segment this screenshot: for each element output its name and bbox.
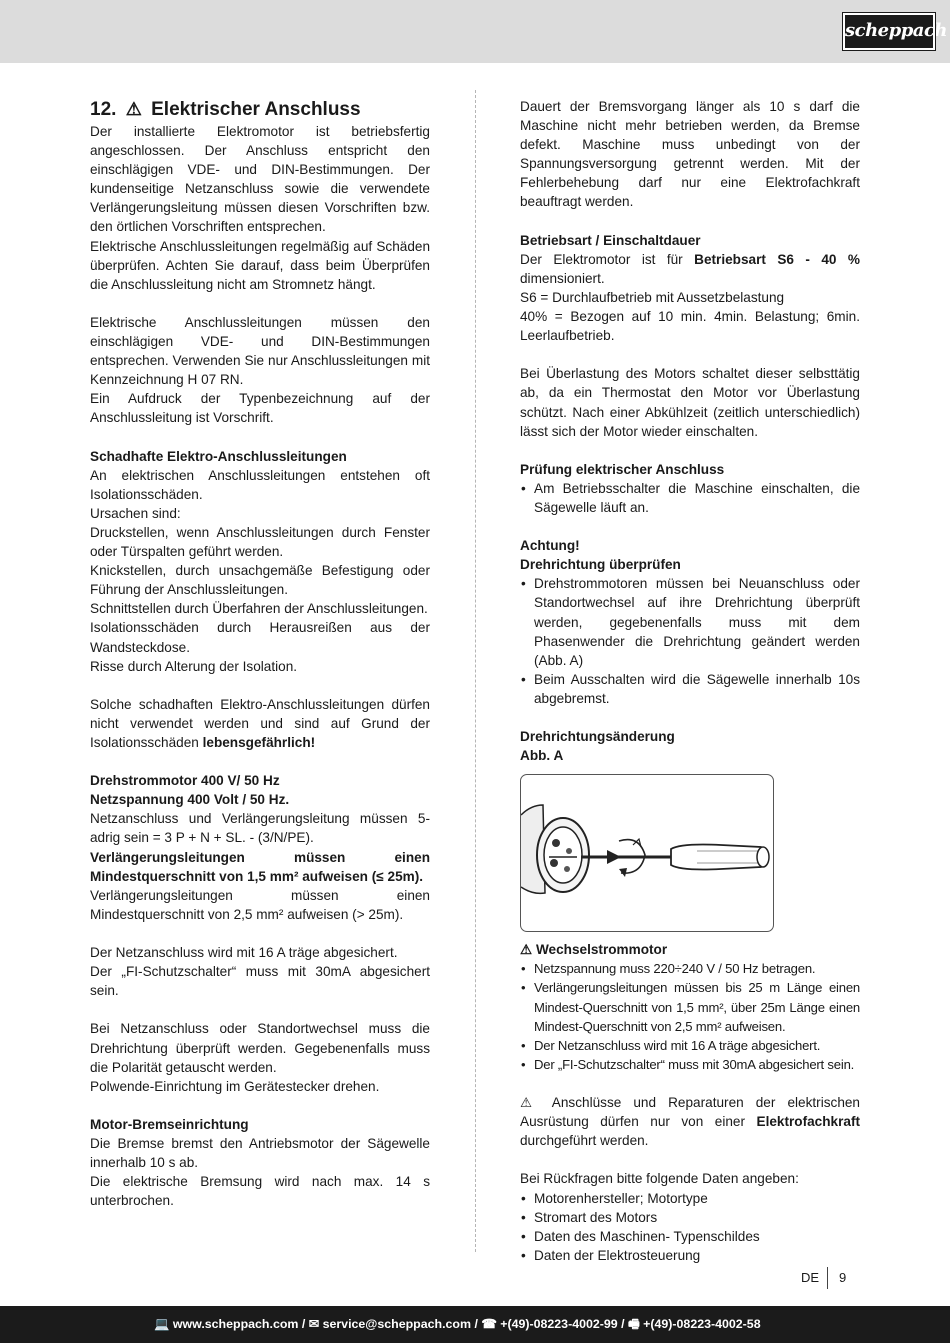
list-item: • Verlängerungsleitungen müssen bis 25 m Länge einen Mindest-Querschnitt von 1,5 mm², über 25m Länge einen Mindest-Querschnitt von 2,5 mm² aufweisen. — [520, 978, 860, 1035]
subheading: Drehrichtungsänderung — [520, 729, 675, 745]
warning-icon: ⚠ — [125, 99, 142, 119]
list-item: • Daten der Elektrosteuerung — [520, 1246, 860, 1265]
list-item: • Der Netzanschluss wird mit 16 A träge abgesichert. — [520, 1036, 860, 1055]
left-column — [90, 97, 430, 1210]
paragraph: Der installierte Elektromotor ist betriebsfertig angeschlossen. Der Anschluss entspricht den einschlägigen VDE- und DIN-Bestimmungen. Der kundenseitige Netzanschluss sowie die verwendete Verlängerungsleitung müssen diesen Vorschriften bzw. den örtlichen Vorschriften entsprechen. — [90, 124, 430, 235]
subheading: Achtung! — [520, 538, 580, 554]
paragraph: Die Bremse bremst den Antriebsmotor der Sägewelle innerhalb 10 s ab. — [90, 1135, 430, 1171]
list-item: • Netzspannung muss 220÷240 V / 50 Hz betragen. — [520, 959, 860, 978]
contact-info: 💻 www.scheppach.com / ✉ service@scheppach.com / ☎ +(49)-08223-4002-99 / 🖷 +(49)-08223-4002-58 — [154, 1317, 761, 1331]
paragraph: Ein Aufdruck der Typenbezeichnung auf der Anschlussleitung ist Vorschrift. — [90, 391, 430, 426]
paragraph: Risse durch Alterung der Isolation. — [90, 658, 298, 674]
paragraph: 40% = Bezogen auf 10 min. 4min. Belastung; 6min. Leerlaufbetrieb. — [520, 309, 860, 344]
paragraph: Der Netzanschluss wird mit 16 A träge abgesichert. — [90, 945, 398, 961]
paragraph: Der Elektromotor ist für Betriebsart S6 - 40 % dimensioniert. — [520, 251, 860, 286]
figure-abb-a — [520, 774, 774, 932]
subheading: Drehrichtung überprüfen — [520, 557, 681, 573]
paragraph: Dauert der Bremsvorgang länger als 10 s darf die Maschine nicht mehr betrieben werden, da Bremse defekt. Maschine muss unbedingt von der Spannungsversorgung getrennt werden. Mit der Fehlerbehebung darf nur eine Elektrofachkraft beauftragt werden. — [520, 99, 860, 210]
list-item: • Drehstrommotoren müssen bei Neuanschluss oder Standortwechsel auf ihre Drehrichtung überprüft werden, gegebenenfalls muss mit dem Phasenwender die Drehrichtung geändert werden (Abb. A) — [520, 574, 860, 669]
paragraph: An elektrischen Anschlussleitungen entstehen oft Isolationsschäden. — [90, 467, 430, 502]
paragraph: S6 = Durchlaufbetrieb mit Aussetzbelastung — [520, 289, 785, 305]
list-item: • Daten des Maschinen- Typenschildes — [520, 1227, 860, 1246]
paragraph: Die elektrische Bremsung wird nach max. 14 s unterbrochen. — [90, 1174, 430, 1209]
list-item: • Stromart des Motors — [520, 1208, 860, 1227]
paragraph: Solche schadhaften Elektro-Anschlussleitungen dürfen nicht verwendet werden und sind auf Grund der Isolationsschäden lebensgefährlich! — [90, 696, 430, 750]
subheading: Netzspannung 400 Volt / 50 Hz. — [90, 792, 290, 808]
subheading: ⚠ Wechselstrommotor — [520, 942, 668, 958]
paragraph: Isolationsschäden durch Herausreißen aus der Wandsteckdose. — [90, 620, 430, 655]
bullet-list — [520, 479, 860, 517]
paragraph: ⚠ Anschlüsse und Reparaturen der elektrischen Ausrüstung dürfen nur von einer Elektrofachkraft durchgeführt werden. — [520, 1095, 860, 1149]
phase-inverter-illustration — [521, 775, 774, 932]
paragraph: Druckstellen, wenn Anschlussleitungen durch Fenster oder Türspalten geführt werden. — [90, 524, 430, 560]
list-item: • Motorenhersteller; Motortype — [520, 1189, 860, 1208]
right-column — [520, 97, 860, 1265]
paragraph: Verlängerungsleitungen müssen einen Mindestquerschnitt von 2,5 mm² aufweisen (> 25m). — [90, 887, 430, 922]
bullet-list — [520, 574, 860, 708]
bullet-list — [520, 959, 860, 1074]
header-bar — [0, 0, 950, 63]
language-code: DE — [801, 1270, 820, 1285]
section-title-text: Elektrischer Anschluss — [151, 99, 361, 120]
paragraph: Bei Überlastung des Motors schaltet dieser selbsttätig ab, da ein Thermostat den Motor vor Überlastung schützt. Nach einer Abkühlzeit (zeitlich unterschiedlich) lässt sich der Motor wieder einschalten. — [520, 366, 860, 439]
figure-caption: Abb. A — [520, 748, 564, 764]
page-number: 9 — [839, 1270, 847, 1285]
section-title — [90, 97, 430, 122]
list-item: • Am Betriebsschalter die Maschine einschalten, die Sägewelle läuft an. — [520, 479, 860, 517]
subheading: Prüfung elektrischer Anschluss — [520, 461, 725, 477]
footer-separator — [827, 1267, 828, 1289]
paragraph-bold: Verlängerungsleitungen müssen einen Mindestquerschnitt von 1,5 mm² aufweisen (≤ 25m). — [90, 849, 430, 884]
paragraph: Ursachen sind: — [90, 505, 181, 521]
paragraph: Der „FI-Schutzschalter“ muss mit 30mA abgesichert sein. — [90, 964, 430, 999]
subheading: Betriebsart / Einschaltdauer — [520, 232, 701, 248]
warning-icon: ⚠ — [520, 1095, 541, 1111]
brand-logo: scheppach — [843, 13, 935, 50]
paragraph: Elektrische Anschlussleitungen regelmäßig auf Schäden überprüfen. Achten Sie darauf, dass beim Überprüfen die Anschlussleitung nicht am Stromnetz hängt. — [90, 238, 430, 292]
list-item: • Der „FI-Schutzschalter“ muss mit 30mA abgesichert sein. — [520, 1055, 860, 1074]
warning-icon: ⚠ — [520, 942, 533, 958]
subheading: Motor-Bremseinrichtung — [90, 1116, 249, 1132]
subheading: Drehstrommotor 400 V/ 50 Hz — [90, 773, 280, 789]
contact-bar — [0, 1306, 950, 1343]
section-number: 12. — [90, 99, 117, 120]
paragraph: Bei Rückfragen bitte folgende Daten angeben: — [520, 1171, 799, 1187]
paragraph: Knickstellen, durch unsachgemäße Befestigung oder Führung der Anschlussleitungen. — [90, 563, 430, 598]
paragraph: Schnittstellen durch Überfahren der Anschlussleitungen. — [90, 601, 428, 617]
list-item: • Beim Ausschalten wird die Sägewelle innerhalb 10s abgebremst. — [520, 670, 860, 708]
paragraph: Bei Netzanschluss oder Standortwechsel muss die Drehrichtung überprüft werden. Gegebenenfalls muss die Polarität getauscht werden. — [90, 1021, 430, 1075]
paragraph: Netzanschluss und Verlängerungsleitung müssen 5-adrig sein = 3 P + N + SL. - (3/N/PE). — [90, 811, 430, 846]
paragraph: Polwende-Einrichtung im Gerätestecker drehen. — [90, 1078, 380, 1094]
column-divider — [475, 90, 476, 1252]
bullet-list — [520, 1189, 860, 1265]
paragraph: Elektrische Anschlussleitungen müssen den einschlägigen VDE- und DIN-Bestimmungen entsprechen. Verwenden Sie nur Anschlussleitungen mit Kennzeichnung H 07 RN. — [90, 314, 430, 388]
subheading: Schadhafte Elektro-Anschlussleitungen — [90, 448, 347, 464]
